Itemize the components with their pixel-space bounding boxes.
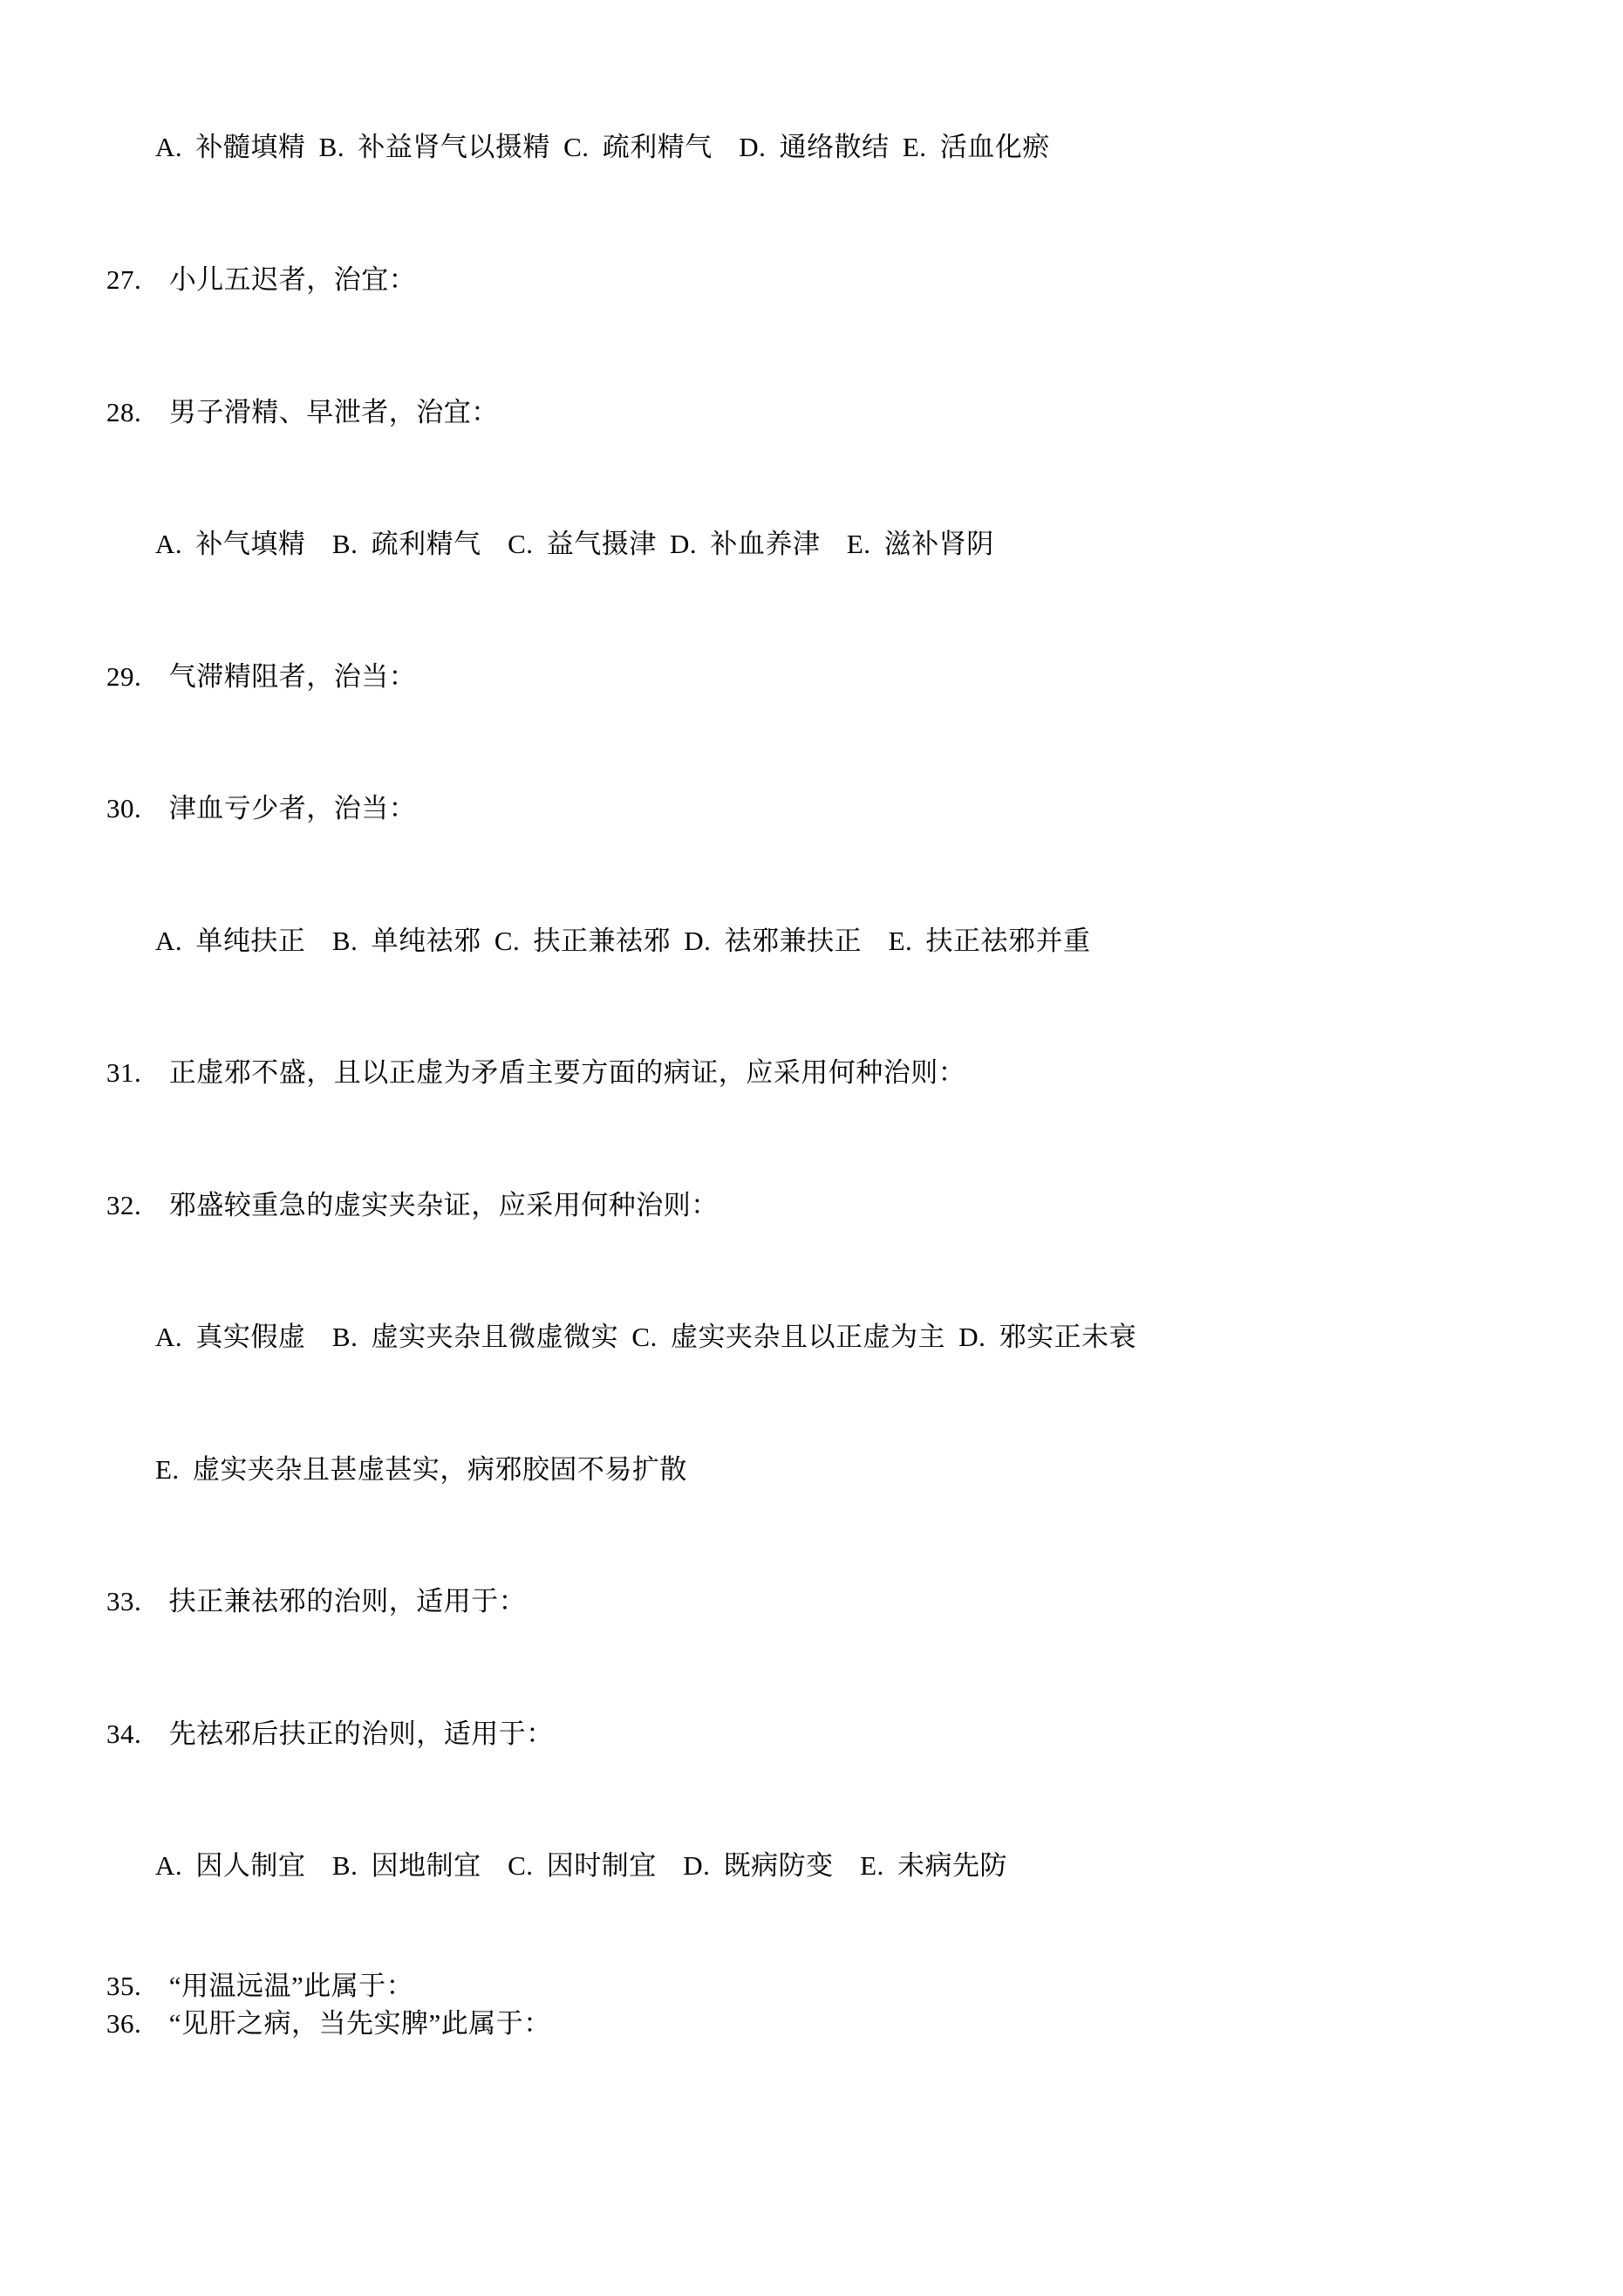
question-30: 30. 津血亏少者，治当： — [106, 793, 417, 823]
question-32: 32. 邪盛较重急的虚实夹杂证，应采用何种治则： — [106, 1190, 719, 1220]
options-row-q32-1: A. 真实假虚 B. 虚实夹杂且微虚微实 C. 虚实夹杂且以正虚为主 D. 邪实正未衰 — [155, 1322, 1137, 1352]
question-35: 35. “用温远温”此属于： — [106, 1971, 414, 2001]
question-27: 27. 小儿五迟者，治宜： — [106, 264, 417, 295]
question-28: 28. 男子滑精、早泄者，治宜： — [106, 397, 499, 427]
options-row-q34: A. 因人制宜 B. 因地制宜 C. 因时制宜 D. 既病防变 E. 未病先防 — [155, 1850, 1008, 1881]
question-33: 33. 扶正兼祛邪的治则，适用于： — [106, 1586, 527, 1616]
question-36: 36. “见肝之病，当先实脾”此属于： — [106, 2008, 551, 2039]
options-row-q26: A. 补髓填精 B. 补益肾气以摄精 C. 疏利精气 D. 通络散结 E. 活血化瘀 — [155, 132, 1050, 162]
question-29: 29. 气滞精阻者，治当： — [106, 661, 417, 692]
question-34: 34. 先祛邪后扶正的治则，适用于： — [106, 1719, 554, 1749]
question-31: 31. 正虚邪不盛，且以正虚为矛盾主要方面的病证，应采用何种治则： — [106, 1057, 966, 1088]
options-row-q28: A. 补气填精 B. 疏利精气 C. 益气摄津 D. 补血养津 E. 滋补肾阴 — [155, 529, 994, 559]
options-row-q32-2: E. 虚实夹杂且甚虚甚实，病邪胶固不易扩散 — [155, 1454, 687, 1485]
options-row-q30: A. 单纯扶正 B. 单纯祛邪 C. 扶正兼祛邪 D. 祛邪兼扶正 E. 扶正祛邪并重 — [155, 926, 1091, 956]
